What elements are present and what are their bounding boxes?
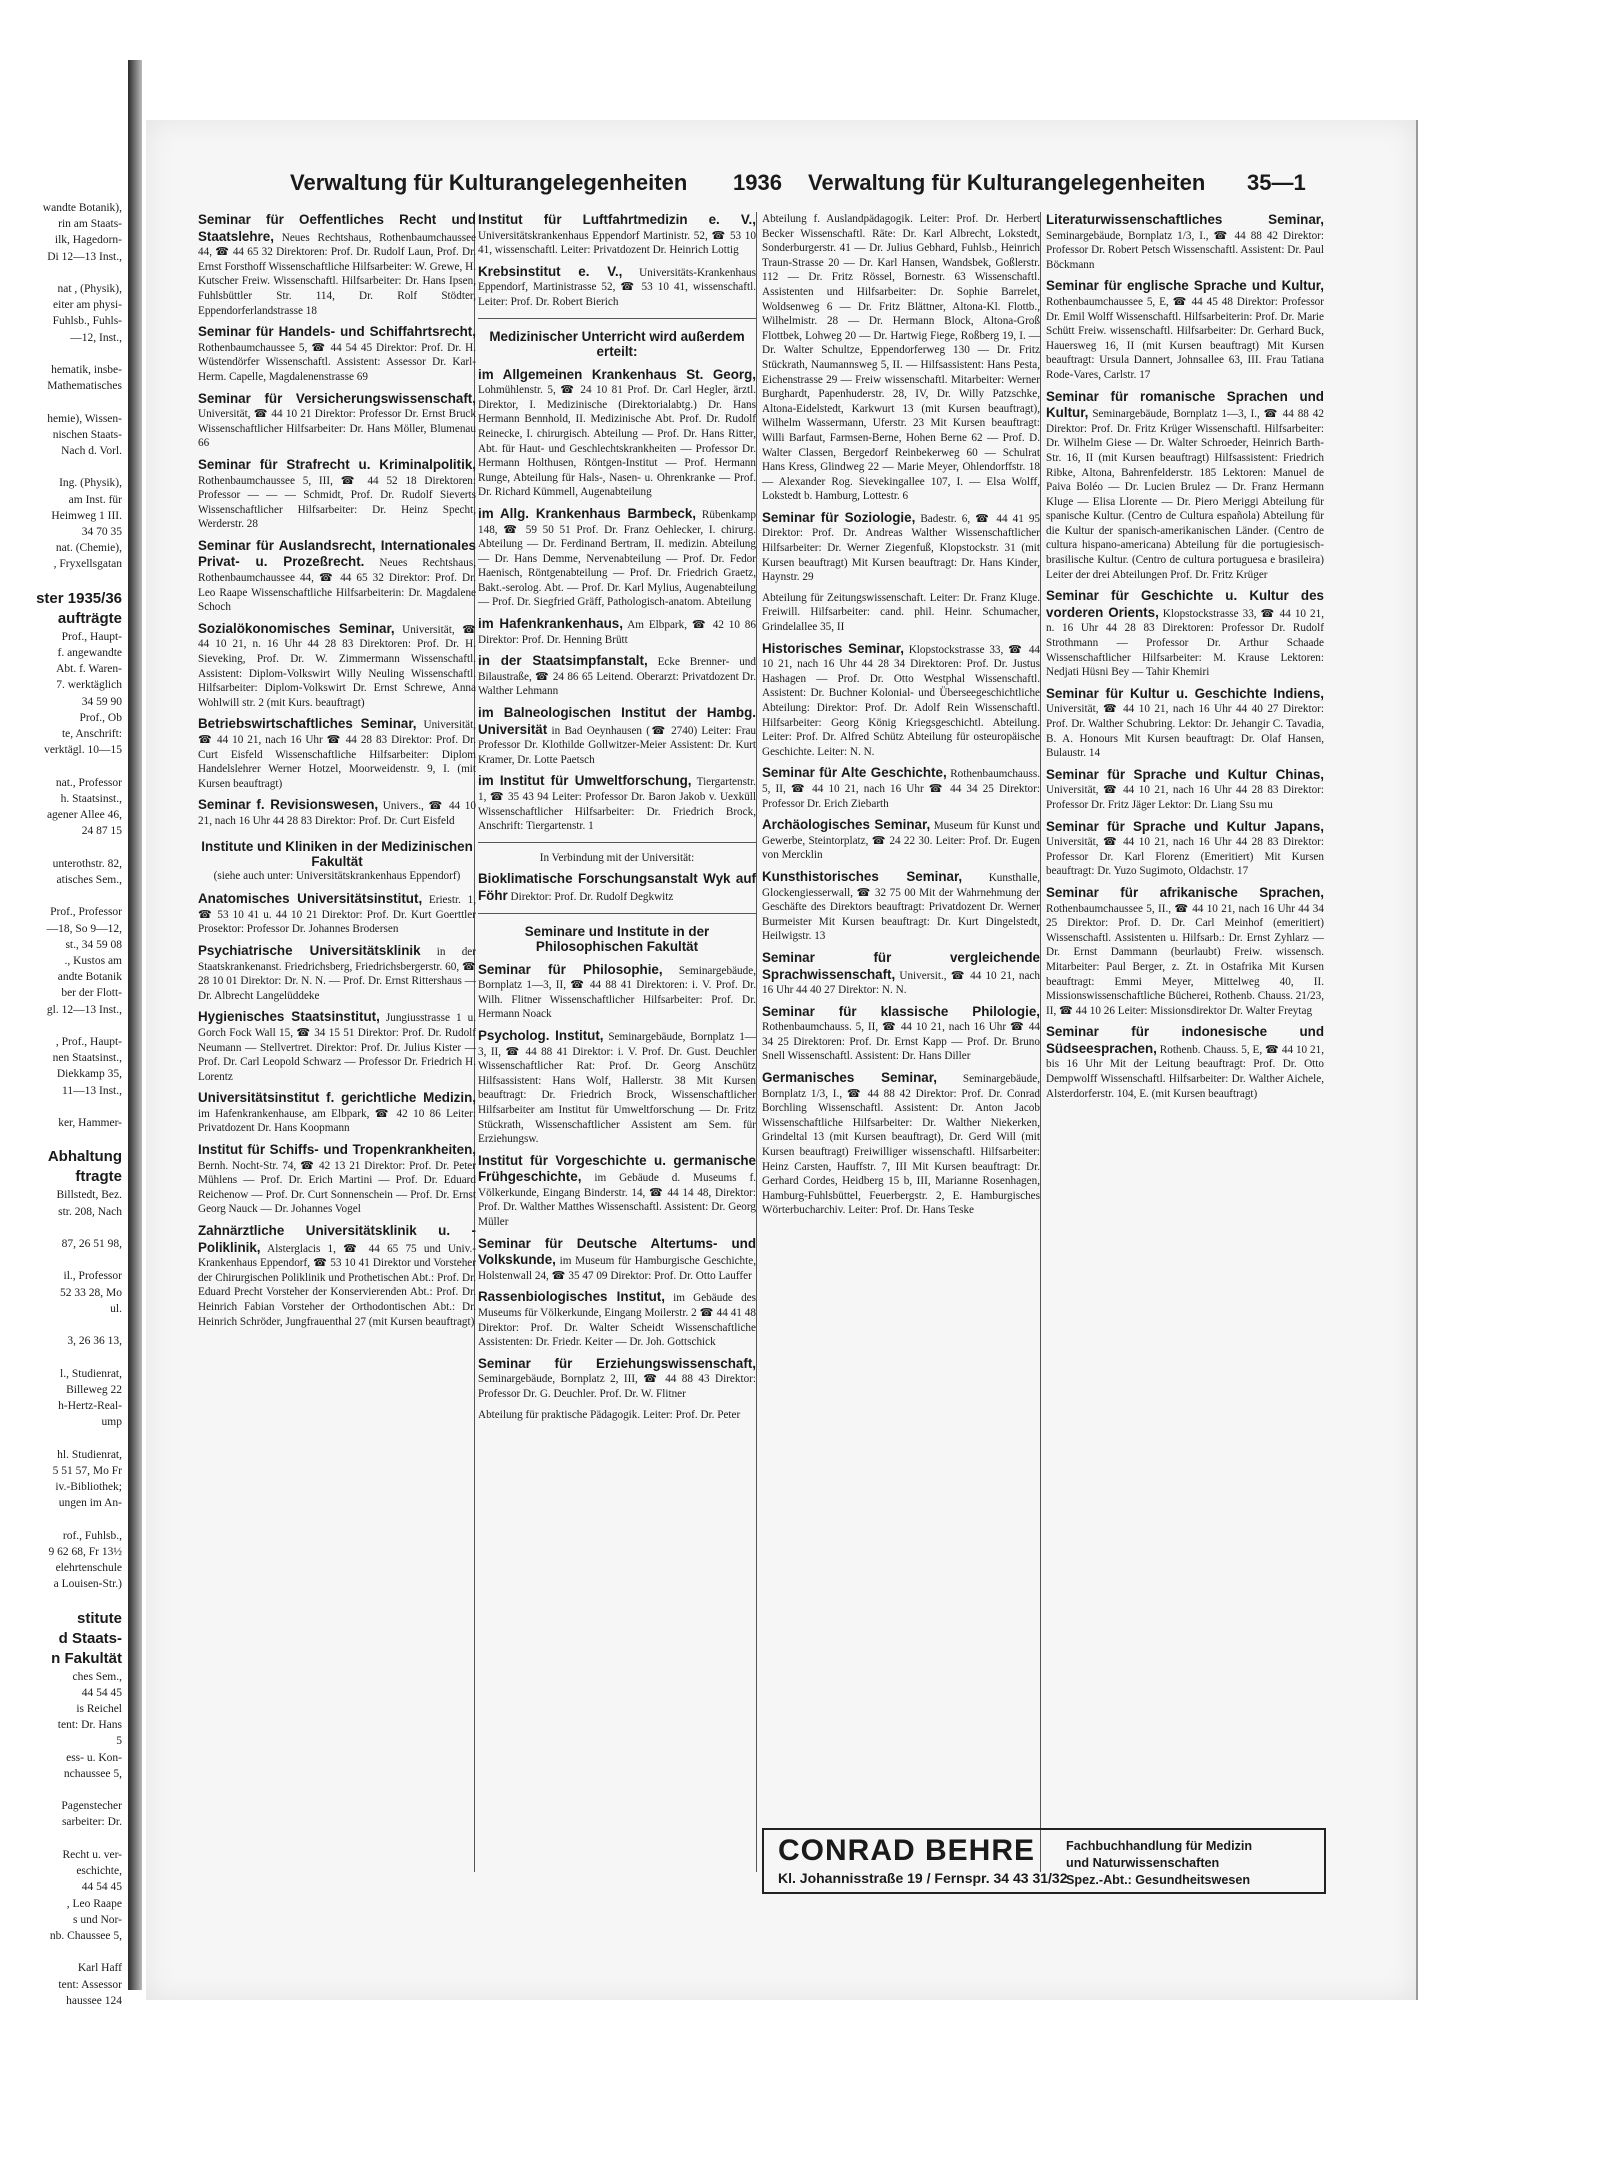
left-page-line bbox=[0, 1349, 126, 1365]
left-page-line: Prof., Professor bbox=[50, 906, 122, 919]
left-page-line: ches Sem., bbox=[72, 1670, 122, 1683]
entry-body: Seminargebäude, Bornplatz 1—3, II, ☎ 44 88 41 Direktor: i. V. Prof. Dr. Gust. Deuchler Wissenschaftlicher Rat: Prof. Dr. Georg Anschütz Hilfsassistent: Hans Wolf, Hallerstr. 38 Mit Kursen beauftragt: Dr. Friedrich Brock, Wissenschaftlicher Hilfsarbeiter am Institut für Umweltforschung — Dr. Fritz Stückrath, Wissenschaftlicher Assistent am Sem. für Erziehungsw. bbox=[478, 1030, 756, 1146]
left-page-line bbox=[0, 346, 126, 362]
directory-entry bbox=[1046, 686, 1324, 761]
entry-body: Rothenbaumchauss. 5, II, ☎ 44 10 21, nach 16 Uhr ☎ 44 34 25 Direktor: Professor Dr. Erich Ziebarth bbox=[762, 768, 1040, 810]
left-page-line: haussee 124 bbox=[66, 1994, 122, 2007]
header-left-title: Verwaltung für Kulturangelegenheiten bbox=[290, 170, 688, 195]
left-page-line: am Inst. für bbox=[68, 493, 122, 506]
left-page-line: Abhaltung bbox=[47, 1148, 122, 1166]
section-heading: Medizinischer Unterricht wird außerdem erteilt: bbox=[489, 328, 745, 359]
entry-body: Univers., ☎ 44 10 21, nach 16 Uhr 44 28 83 Direktor: Prof. Dr. Curt Eisfeld bbox=[198, 800, 476, 827]
entry-title: Institut für Vorgeschichte u. germanische Frühgeschichte, bbox=[478, 1152, 756, 1185]
ad-line-1: Fachbuchhandlung für Medizin bbox=[1066, 1839, 1253, 1853]
entry-body: Neues Rechtshaus, Rothenbaumchaussee 44, ☎ 44 65 32 Direktor: Prof. Dr. Leo Raape Wissenschaftliche Hilfsarbeiterin: Dr. Magdalene Schoch bbox=[198, 557, 476, 614]
entry-body: Universität, ☎ 44 10 21 Direktor: Professor Dr. Ernst Bruck Wissenschaftlicher Hilfsarbeiter: Dr. Hans Möller, Blumenau 66 bbox=[198, 408, 476, 450]
directory-entry bbox=[478, 962, 756, 1022]
section-heading: Institute und Kliniken in der Medizinischen Fakultät bbox=[201, 838, 473, 869]
entry-title: Seminar für Soziologie, bbox=[762, 509, 916, 525]
entry-body: Rothenbaumchaussee 5, ☎ 44 54 45 Direktor: Prof. Dr. H. Wüstendörfer Wissenschaftl. Assistent: Assessor Dr. Karl-Herm. Capelle, Magdalenenstrasse 69 bbox=[198, 341, 476, 383]
left-page-line: Prof., Ob bbox=[79, 711, 122, 724]
left-page-line bbox=[0, 1944, 126, 1960]
directory-entry bbox=[1046, 767, 1324, 813]
directory-entry bbox=[198, 621, 476, 711]
directory-entry bbox=[478, 616, 756, 647]
left-page-line: 11—13 Inst., bbox=[62, 1084, 122, 1097]
entry-body: Rothenb. Chauss. 5, E, ☎ 44 10 21, bis 16 Uhr Mit der Leitung beauftragt: Prof. Dr. Otto Dempwolff Wissenschaftl. Hilfsarbeiter: Dr. Walther Aichele, Alsterdorferstr. 104, E. (mit Kursen beauftragt) bbox=[1046, 1043, 1324, 1100]
entry-title: Historisches Seminar, bbox=[762, 640, 904, 656]
left-page-line: Pagenstecher bbox=[61, 1800, 122, 1813]
directory-entry bbox=[1046, 278, 1324, 382]
entry-body: Universitäts-Krankenhaus Eppendorf, Martinistrasse 52, ☎ 53 10 41, wissenschaftl. Leiter: Prof. Dr. Robert Bierich bbox=[478, 266, 756, 308]
left-page-line bbox=[0, 888, 126, 904]
left-page-line: Abt. f. Waren- bbox=[56, 663, 122, 676]
left-page-line: aufträgte bbox=[57, 609, 122, 627]
entry-title: im Balneologischen Institut der Hambg. Universität bbox=[478, 705, 756, 737]
entry-title: Seminar für indonesische und Südseesprachen, bbox=[1046, 1024, 1324, 1056]
directory-entry bbox=[1046, 212, 1324, 272]
left-page-line: , Prof., Haupt- bbox=[55, 1035, 122, 1048]
left-page-line bbox=[0, 1317, 126, 1333]
directory-entry bbox=[762, 212, 1040, 504]
left-page-line: Heimweg 1 III. bbox=[51, 509, 122, 522]
left-page-line bbox=[0, 265, 126, 281]
directory-entry bbox=[198, 212, 476, 318]
left-page-line: nat , (Physik), bbox=[57, 283, 122, 296]
directory-entry bbox=[478, 653, 756, 699]
directory-entry bbox=[198, 891, 476, 937]
left-page-line: tent: Assessor bbox=[58, 1978, 122, 1991]
directory-entry bbox=[198, 716, 476, 791]
entry-body: Jungiusstrasse 1 u. Gorch Fock Wall 15, ☎ 34 15 51 Direktor: Prof. Dr. Rudolf Neumann — Stellvertret. Direktor: Prof. Dr. Julius Kister — Prof. Dr. Carl Leopold Schwarz — Professor Dr. Friedrich H. Lorentz bbox=[198, 1012, 476, 1083]
entry-body: Rothenbaumchauss. 5, II, ☎ 44 10 21, nach 16 Uhr ☎ 44 34 25 Direktoren: Prof. Dr. Ernst Kapp — Prof. Dr. Bruno Snell Wissenschaftl. Assistent: Dr. Hans Diller bbox=[762, 1021, 1040, 1063]
left-page-line: 52 33 28, Mo bbox=[60, 1286, 122, 1299]
left-page-line: —12, Inst., bbox=[70, 331, 122, 344]
entry-body: Abteilung für Zeitungswissenschaft. Leiter: Dr. Franz Kluge. Freiwill. Hilfsarbeiter: cand. phil. Heinr. Schumacher, Grindelallee 35, II bbox=[762, 591, 1040, 634]
section-rule bbox=[478, 842, 756, 843]
left-page-line: 7. werktäglich bbox=[56, 679, 122, 692]
entry-body: Seminargebäude, Bornplatz 1—3, I., ☎ 44 88 42 Direktor: Prof. Dr. Fritz Krüger Wissenschaftl. Hilfsarbeiter: Dr. Wilhelm Giese — Dr. Walter Schroeder, Heinrich Barth-Str. 16, II (mit Kursen beauftragt) Hilfsassistent: Friedrich Ribke, Altona, Bahrenfelderstr. 185 Lektoren: Manuel de Paiva Boléo — Dr. Lucien Brulez — Dr. Franz Hermann Kluge — Elisa Llorente — Dr. Piero Meriggi Abteilung für spanische Kultur. (Centro de Cultura española) Abteilung für die Kultur der spanisch-amerikanischen Länder. (Centro de cultura hispano-americana) Abteilung für die portugiesisch-brasilische Kultur. (Centro de cultura portuguesa e brasileira) Leiter der drei Abteilungen Prof. Dr. Fritz Krüger bbox=[1046, 408, 1324, 581]
entry-title: Bioklimatische Forschungsanstalt Wyk auf Föhr bbox=[478, 871, 756, 903]
entry-title: Krebsinstitut e. V., bbox=[478, 263, 623, 279]
left-page-line: ilk, Hagedorn- bbox=[54, 234, 122, 247]
entry-body: Klopstockstrasse 33, ☎ 44 10 21, n. 16 Uhr 44 28 83 Direktoren: Professor Dr. Rudolf Strothmann — Professor Dr. Arthur Schaade Wissenschaftlicher Hilfsarbeiter: M. Krause Lektoren: Nedjati Hüsni Bey — Tahir Khemiri bbox=[1046, 607, 1324, 679]
directory-entry bbox=[762, 950, 1040, 998]
section-note: In Verbindung mit der Universität: bbox=[539, 851, 695, 864]
entry-title: Seminar für afrikanische Sprachen, bbox=[1046, 884, 1324, 900]
directory-entry bbox=[478, 1028, 756, 1147]
directory-entry bbox=[198, 324, 476, 384]
entry-title: in der Staatsimpfanstalt, bbox=[478, 653, 648, 669]
left-page-line: 24 87 15 bbox=[81, 825, 122, 838]
left-page-line: Di 12—13 Inst., bbox=[47, 250, 122, 263]
left-page-line: 34 70 35 bbox=[81, 526, 122, 539]
entry-body: Universität, ☎ 44 10 21, n. 16 Uhr 44 28 83 Direktoren: Prof. Dr. H. Sieveking, Prof. Dr. W. Zimmermann Wissenschaftl. Assistent: Diplom-Volkswirt Willy Neuling Wissenschaftl. Hilfsarbeiter: Diplom-Volkswirt Dr. Ernst Schrewe, Anna Wohlwill str. 2 (mit Kurs. beauftragt) bbox=[198, 623, 476, 709]
left-page-line: ., Kustos am bbox=[64, 954, 122, 967]
entry-body: Alsterglacis 1, ☎ 44 65 75 und Univ.-Krankenhaus Eppendorf, ☎ 53 10 41 Direktor und Vorsteher der Chirurgischen Poliklinik und Prothetischen Abt.: Prof. Dr. Eduard Precht Vorsteher der Konservierenden Abt.: Prof. Dr. Heinrich Fabian Vorsteher der Orthodontischen Abt.: Dr. Heinrich Schröder, Jungfrauenthal 27 (mit Kursen beauftragt) bbox=[198, 1242, 476, 1328]
header-year: 1936 bbox=[733, 170, 782, 195]
left-page-line: s und Nor- bbox=[73, 1913, 122, 1926]
directory-entry bbox=[762, 591, 1040, 635]
left-page-line bbox=[0, 1131, 126, 1147]
left-page-line: nen Staatsinst., bbox=[52, 1052, 122, 1065]
directory-entry bbox=[1046, 588, 1324, 680]
entry-title: Seminar für Philosophie, bbox=[478, 961, 663, 977]
column-3 bbox=[762, 212, 1040, 1224]
directory-entry bbox=[478, 705, 756, 767]
ad-line-3: Spez.-Abt.: Gesundheitswesen bbox=[1066, 1873, 1251, 1887]
left-page-line: rin am Staats- bbox=[58, 218, 122, 231]
left-page-line: st., 34 59 08 bbox=[65, 938, 122, 951]
ad-address: Kl. Johannisstraße 19 / Fernspr. 34 43 31/32 bbox=[778, 1870, 1068, 1886]
left-page-line bbox=[0, 1782, 126, 1798]
left-page-line: te, Anschrift: bbox=[61, 728, 122, 741]
entry-body: Am Elbpark, ☎ 42 10 86 Direktor: Prof. Dr. Henning Brütt bbox=[478, 619, 756, 646]
entry-body: Abteilung f. Auslandpädagogik. Leiter: Prof. Dr. Herbert Becker Wissenschaftl. Räte: Dr. Karl Albrecht, Lokstedt, Sonderburgerstr. 41 — Dr. Julius Gebhard, Fuhlsb., Heinrich Traun-Strasse 20 — Dr. Karl Hansen, Wandsbek, Goßlerstr. 112 — Dr. Fritz Rössel, Bornestr. 63 Wissenschaftl. Assistenten und Hilfsarbeiter: Dr. Sophie Barrelet, Woldsenweg 6 — Dr. Fritz Blättner, Altona-Kl. Flottb., Wilhelmistr. 28 — Dr. Hermann Block, Altona-Groß Flottbek, Lohweg 20 — Dr. Hartwig Fiege, Roßberg 19, I. — Dr. Walter Schultze, Eppendorferweg 130 — Dr. Fritz Stückrath, Naumannsweg 5, II. — Hilfsassistent: Hans Pesta, Eichenstrasse 29 — Freiw wissenschaftl. Mitarbeiter: Werner Burghardt, Papenhuderstr. 28, IV, Dr. Willy Patzschke, Altona-Eidelstedt, Karkwurt 13 (mit Kursen beauftragt), Wilhelm Wassermann, Uferstr. 23 Mit Kursen beauftragt: Willi Barfaut, Farmsen-Berne, Hohen Berne 62 — Prof. D. Walter Classen, Bergedorf Reinbekerweg 60 — Schulrat Hans Kress, Glindweg 22 — Marie Meyer, Ohlendorffstr. 18 — Alexander Rog. Sievekingallee 107, I. — Elsa Wolff, Lokstedt b. Hamburg, Lottestr. 6 bbox=[762, 213, 1040, 503]
entry-body: im Hafenkrankenhause, am Elbpark, ☎ 42 10 86 Leiter: Privatdozent Dr. Hans Koopmann bbox=[198, 1107, 476, 1135]
entry-title: Anatomisches Universitätsinstitut, bbox=[198, 891, 423, 907]
directory-entry bbox=[478, 871, 756, 904]
header-page-number: 35—1 bbox=[1247, 170, 1306, 195]
directory-entry bbox=[478, 367, 756, 500]
directory-entry bbox=[762, 869, 1040, 944]
directory-entry bbox=[1046, 1024, 1324, 1101]
left-page-line: , Leo Raape bbox=[66, 1897, 122, 1910]
column-divider bbox=[756, 212, 757, 1872]
left-page-line bbox=[0, 1430, 126, 1446]
entry-body: im Museum für Hamburgische Geschichte, Holstenwall 24, ☎ 35 47 09 Direktor: Prof. Dr. Otto Lauffer bbox=[478, 1255, 757, 1282]
entry-title: Kunsthistorisches Seminar, bbox=[762, 868, 963, 884]
left-page-line: nat. (Chemie), bbox=[55, 542, 122, 555]
entry-body: Neues Rechtshaus, Rothenbaumchaussee 44, ☎ 44 65 32 Direktoren: Prof. Dr. Rudolf Laun, Prof. Dr. Ernst Forsthoff Wissenschaftliche Hilfsarbeiter: W. Grewe, H. Kutscher Freiw. Wissenschaftl. Hilfsarbeiter: Dr. Hans Ipsen, Fuhlsbüttler Str. 114, Dr. Rolf Stödter, Eppendorferlandstrasse 18 bbox=[198, 231, 476, 317]
ad-line-2: und Naturwissenschaften bbox=[1066, 1856, 1220, 1870]
directory-entry bbox=[478, 1153, 756, 1230]
entry-title: Seminar für Kultur u. Geschichte Indiens, bbox=[1046, 685, 1324, 701]
left-page-line: 5 51 57, Mo Fr bbox=[52, 1464, 122, 1477]
entry-title: Seminar für Oeffentliches Recht und Staatslehre, bbox=[198, 212, 476, 244]
entry-body: in der Staatskrankenanst. Friedrichsberg, Friedrichsbergerstr. 60, ☎ 28 10 01 Direktor: Dr. N. N. — Prof. Dr. Ernst Rittershaus — Dr. Albrecht Langelüddeke bbox=[198, 945, 476, 1002]
left-page-line: nat., Professor bbox=[55, 776, 122, 789]
left-page-line bbox=[0, 1831, 126, 1847]
left-page-line: h. Staatsinst., bbox=[60, 792, 122, 805]
entry-title: im Allgemeinen Krankenhaus St. Georg, bbox=[478, 366, 756, 382]
left-page-line: l., Studienrat, bbox=[60, 1367, 122, 1380]
left-page-line: elehrtenschule bbox=[55, 1562, 122, 1575]
left-page-line: Fuhlsb., Fuhls- bbox=[52, 315, 122, 328]
directory-entry bbox=[478, 506, 756, 610]
entry-body: Museum für Kunst und Gewerbe, Steintorplatz, ☎ 24 22 30. Leiter: Prof. Dr. Eugen von Mercklin bbox=[762, 820, 1041, 862]
left-page-line: iv.-Bibliothek; bbox=[55, 1481, 122, 1494]
left-page-line bbox=[0, 1592, 126, 1608]
directory-entry bbox=[198, 1223, 476, 1329]
entry-title: Seminar für Geschichte u. Kultur des vorderen Orients, bbox=[1046, 588, 1324, 620]
entry-body: Badestr. 6, ☎ 44 41 95 Direktor: Prof. Dr. Andreas Walther Wissenschaftlicher Hilfsarbeiter: Dr. Werner Ziegenfuß, Klopstockstr. 31 (mit Kursen beauftragt) Mit Kursen beauftragt: Dr. Hans Kinder, Haynstr. 29 bbox=[762, 512, 1041, 584]
left-page-line: 9 62 68, Fr 13½ bbox=[48, 1545, 122, 1558]
entry-body: Klopstockstrasse 33, ☎ 44 10 21, nach 16 Uhr 44 28 34 Direktoren: Prof. Dr. Justus Hashagen — Prof. Dr. Otto Westphal Wissenschaftl. Assistent: Dr. Buchner Kolonial- und Überseegeschichtliche Abteilung: Direktor: Prof. Dr. Adolf Rein Wissenschaftl. Hilfsarbeiter: Georg König Kriegsgeschichtl. Abteilung. Leiter: Prof. Dr. Alfred Schütz Abteilung für osteuropäische Geschichte. Leiter: N. N. bbox=[762, 643, 1041, 758]
directory-entry bbox=[762, 510, 1040, 585]
left-page-line: andte Botanik bbox=[57, 971, 122, 984]
left-page-line: Karl Haff bbox=[77, 1962, 122, 1975]
left-page-line: ungen im An- bbox=[58, 1497, 122, 1510]
left-page-line: Billeweg 22 bbox=[66, 1383, 122, 1396]
entry-body: Direktor: Prof. Dr. Rudolf Degkwitz bbox=[510, 890, 674, 903]
ad-description bbox=[1066, 1838, 1316, 1889]
column-2 bbox=[478, 212, 756, 1428]
left-page-line: nchaussee 5, bbox=[63, 1767, 122, 1780]
left-page-line: str. 208, Nach bbox=[58, 1205, 122, 1218]
left-page-line: il., Professor bbox=[63, 1270, 122, 1283]
entry-title: Psycholog. Institut, bbox=[478, 1027, 604, 1043]
left-page-line: gl. 12—13 Inst., bbox=[46, 1003, 122, 1016]
left-page-line: Billstedt, Bez. bbox=[56, 1189, 122, 1202]
left-page-line: stitute bbox=[77, 1609, 122, 1627]
entry-body: im Gebäude des Museums für Völkerkunde, Eingang Moilerstr. 2 ☎ 44 41 48 Direktor: Prof. Dr. Walter Scheidt Wissenschaftliche Assistenten: Dr. Friedr. Keiter — Dr. Joh. Gottschick bbox=[478, 1292, 756, 1349]
left-page-line: nischen Staats- bbox=[52, 428, 122, 441]
left-page-line: ump bbox=[101, 1416, 122, 1429]
left-page-line: d Staats- bbox=[58, 1629, 122, 1647]
entry-title: im Institut für Umweltforschung, bbox=[478, 773, 692, 789]
directory-entry bbox=[478, 1236, 756, 1284]
entry-title: Literaturwissenschaftliches Seminar, bbox=[1046, 212, 1324, 227]
left-page-line: wandte Botanik), bbox=[42, 202, 122, 214]
left-page-line: 34 59 90 bbox=[81, 695, 122, 708]
entry-title: Institut für Luftfahrtmedizin e. V., bbox=[478, 212, 756, 227]
entry-body: Seminargebäude, Bornplatz 1/3, I., ☎ 44 88 42 Direktor: Professor Dr. Robert Petsch Wissenschaftl. Assistent: Dr. Paul Böckmann bbox=[1046, 229, 1324, 271]
left-page-line: tent: Dr. Hans bbox=[57, 1719, 122, 1732]
entry-title: im Allg. Krankenhaus Barmbeck, bbox=[478, 505, 696, 521]
left-page-line: agener Allee 46, bbox=[46, 809, 122, 822]
entry-title: Seminar für Erziehungswissenschaft, bbox=[478, 1355, 756, 1371]
entry-title: Hygienisches Staatsinstitut, bbox=[198, 1009, 380, 1025]
left-page-line bbox=[0, 459, 126, 475]
directory-entry bbox=[762, 765, 1040, 811]
entry-body: Rübenkamp 148, ☎ 59 50 51 Prof. Dr. Franz Oehlecker, I. chirurg. Abteilung — Dr. Ferdinand Bertram, II. medizin. Abteilung — Dr. Hans Demme, Nervenabteilung — Prof. Dr. Fedor Haenisch, Röntgenabteilung — Prof. Dr. Friedrich Graetz, Bakt.-serolog. Abt. — Prof. Dr. Karl Mylius, Augenabteilung — Prof. Dr. Siegfried Gräff, Pathologisch-anatom. Abteilung bbox=[478, 508, 756, 609]
book-gutter bbox=[128, 60, 142, 1990]
entry-body: Abteilung für praktische Pädagogik. Leiter: Prof. Dr. Peter bbox=[478, 1408, 741, 1421]
entry-body: Ecke Brenner- und Bilaustraße, ☎ 24 86 65 Leitend. Oberarzt: Privatdozent Dr. Walther Lehmann bbox=[478, 656, 756, 698]
entry-title: Seminar f. Revisionswesen, bbox=[198, 797, 379, 813]
directory-entry bbox=[198, 457, 476, 532]
entry-title: Seminar für englische Sprache und Kultur, bbox=[1046, 278, 1324, 294]
entry-body: Bernh. Nocht-Str. 74, ☎ 42 13 21 Direktor: Prof. Dr. Peter Mühlens — Prof. Dr. Erich Martini — Prof. Dr. Eduard Reichenow — Prof. Dr. Curt Sonnenschein — Prof. Dr. Ernst Georg Nauck — Dr. Johannes Vogel bbox=[198, 1159, 476, 1216]
entry-title: Germanisches Seminar, bbox=[762, 1070, 937, 1086]
entry-body: in Bad Oeynhausen (☎ 2740) Leiter: Frau Professor Dr. Klothilde Gollwitzer-Meier Assistent: Dr. Kurt Kramer, Dr. Lotte Paetsch bbox=[478, 724, 757, 766]
entry-title: Psychiatrische Universitätsklinik bbox=[198, 942, 421, 958]
left-page-line: 3, 26 36 13, bbox=[67, 1335, 122, 1348]
directory-entry bbox=[198, 1142, 476, 1217]
entry-body: Seminargebäude, Bornplatz 2, III, ☎ 44 88 43 Direktor: Professor Dr. G. Deuchler. Prof. Dr. W. Flitner bbox=[478, 1373, 756, 1400]
left-page-line: h-Hertz-Real- bbox=[58, 1400, 122, 1413]
section-subheading: (siehe auch unter: Universitätskrankenhaus Eppendorf) bbox=[213, 869, 461, 882]
entry-body: Universität, ☎ 44 10 21, nach 16 Uhr 44 40 27 Direktor: Prof. Dr. Walther Schubring. Lektor: Dr. Jehangir C. Tavadia, B. A. Honours Mit Kursen beauftragt: Dr. Olaf Hansen, Bulaustr. 14 bbox=[1046, 703, 1324, 760]
left-page-line bbox=[0, 1220, 126, 1236]
entry-title: Universitätsinstitut f. gerichtliche Medizin, bbox=[198, 1090, 476, 1106]
entry-body: Universität, ☎ 44 10 21, nach 16 Uhr 44 28 83 Direktor: Professor Dr. Karl Florenz (Emeritiert) Mit Kursen beauftragt: Dr. Yuzo Sugimoto, Oldachstr. 17 bbox=[1046, 836, 1324, 878]
entry-body: Universitätskrankenhaus Eppendorf Martinistr. 52, ☎ 53 10 41, wissenschaftl. Leiter: Privatdozent Dr. Heinrich Lottig bbox=[478, 229, 756, 257]
directory-entry bbox=[1046, 819, 1324, 879]
left-page-line bbox=[0, 573, 126, 589]
left-page-line: ker, Hammer- bbox=[58, 1116, 122, 1129]
directory-entry bbox=[198, 1090, 476, 1136]
directory-entry bbox=[478, 212, 756, 258]
column-4 bbox=[1046, 212, 1324, 1107]
left-page-line: ess- u. Kon- bbox=[66, 1751, 122, 1764]
left-page-line: —18, So 9—12, bbox=[46, 922, 122, 935]
left-page-line: Recht u. ver- bbox=[62, 1848, 122, 1861]
left-page-line: ster 1935/36 bbox=[36, 589, 122, 607]
entry-body: Lohmühlenstr. 5, ☎ 24 10 81 Prof. Dr. Carl Hegler, ärztl. Direktor, I. Medizinische (Direktorialabtg.) Dr. Hans Hermann Bennhold, II. Medizinische Abt. Prof. Dr. Rudolf Reinecke, I. chirurgisch. Abteilung — Prof. Dr. Hans Ritter, Abt. für Haut- und Geschlechtskrankheiten — Professor Dr. Hermann Holthusen, Röntgen-Institut — Prof. Hermann Runge, Abteilung für Hals-, Nasen- u. Ohrenkranke — Prof. Dr. Richard Kümmell, Augenabteilung bbox=[478, 384, 756, 499]
left-page-line: unterothstr. 82, bbox=[52, 857, 122, 870]
left-page-line: Nach d. Vorl. bbox=[61, 445, 122, 458]
directory-entry bbox=[762, 1070, 1040, 1218]
section-rule bbox=[478, 318, 756, 319]
left-page-line: ftragte bbox=[75, 1168, 122, 1186]
entry-title: Seminar für Strafrecht u. Kriminalpolitik, bbox=[198, 456, 476, 472]
left-page-line: 87, 26 51 98, bbox=[61, 1237, 122, 1250]
left-page-line: 5 bbox=[116, 1735, 122, 1748]
left-page-line bbox=[0, 840, 126, 856]
directory-entry bbox=[762, 1004, 1040, 1064]
entry-title: Seminar für Handels- und Schiffahrtsrecht, bbox=[198, 324, 476, 340]
column-1 bbox=[198, 212, 476, 1335]
left-page-line: eiter am physi- bbox=[53, 299, 122, 312]
advertisement-box bbox=[762, 1828, 1326, 1894]
entry-body: Universit., ☎ 44 10 21, nach 16 Uhr 44 40 27 Direktor: N. N. bbox=[762, 969, 1040, 997]
entry-title: Sozialökonomisches Seminar, bbox=[198, 620, 395, 636]
entry-title: Betriebswirtschaftliches Seminar, bbox=[198, 716, 417, 732]
entry-title: Seminar für Versicherungswissenschaft, bbox=[198, 390, 476, 406]
left-page-line: Mathematisches bbox=[47, 380, 122, 393]
directory-entry bbox=[478, 773, 756, 833]
entry-title: Seminar für Sprache und Kultur Chinas, bbox=[1046, 766, 1324, 782]
entry-title: Zahnärztliche Universitätsklinik u. -Poliklinik, bbox=[198, 1223, 476, 1255]
directory-entry bbox=[1046, 885, 1324, 1018]
entry-title: Institut für Schiffs- und Tropenkrankheiten, bbox=[198, 1142, 476, 1158]
column-divider bbox=[1040, 212, 1041, 1872]
entry-title: Rassenbiologisches Institut, bbox=[478, 1289, 665, 1305]
left-page-line: ber der Flott- bbox=[61, 987, 122, 1000]
directory-entry bbox=[478, 1289, 756, 1349]
directory-entry bbox=[762, 641, 1040, 760]
entry-title: Seminar für Sprache und Kultur Japans, bbox=[1046, 818, 1324, 834]
left-page-line: rof., Fuhlsb., bbox=[62, 1529, 122, 1542]
directory-entry bbox=[198, 1009, 476, 1084]
directory-entry bbox=[198, 391, 476, 451]
left-page-line bbox=[0, 1511, 126, 1527]
left-page-line: hematik, insbe- bbox=[51, 364, 122, 377]
directory-entry bbox=[762, 817, 1040, 863]
entry-body: Kunsthalle, Glockengiesserwall, ☎ 32 75 00 Mit der Wahrnehmung der Geschäfte des Direktors beauftragt: Privatdozent Dr. Werner Burmeister Mit Kursen beauftragt: Dr. Kurt Dingelstedt, Heilwigstr. 13 bbox=[762, 871, 1040, 943]
entry-title: Seminar für klassische Philologie, bbox=[762, 1003, 1040, 1019]
entry-body: Rothenbaumchaussee 5, II., ☎ 44 10 21, nach 16 Uhr 44 34 25 Direktor: Prof. D. Dr. Carl Meinhof (emeritiert) Wissenschaftl. Assistenten u. Hilfsarb.: Dr. Ernst Zyhlarz — Dr. Ernst Dammann (beurlaubt) Freiw. wissensch. Mitarbeiter: Paul Berger, z. Zt. in Ostafrika Mit Kursen beauftragt: Emmi Meyer, Mittelweg 40, II. Missionswissenschaftliche Bücherei, Rothenb. Chauss. 21/23, II, ☎ 44 10 26 Leiter: Missionsdirektor Dr. Walter Freytag bbox=[1046, 902, 1324, 1017]
left-page-line: Prof., Haupt- bbox=[61, 630, 122, 643]
entry-body: Universität, ☎ 44 10 21, nach 16 Uhr 44 28 83 Direktor: Professor Dr. Fritz Jäger Lektor: Dr. Liang Ssu mu bbox=[1046, 784, 1324, 811]
entry-title: Seminar für romanische Sprachen und Kultur, bbox=[1046, 388, 1324, 421]
left-page-line: hl. Studienrat, bbox=[57, 1448, 122, 1461]
page-header bbox=[290, 170, 1330, 204]
entry-body: Eriestr. 1, ☎ 53 10 41 u. 44 10 21 Direktor: Prof. Dr. Kurt Goerttler Prosektor: Professor Dr. Johannes Brodersen bbox=[198, 894, 476, 936]
left-page-line: atisches Sem., bbox=[56, 873, 122, 886]
left-page-line bbox=[0, 759, 126, 775]
entry-title: Seminar für Auslandsrecht, Internationales Privat- u. Prozeßrecht. bbox=[198, 537, 476, 570]
entry-body: Universität, ☎ 44 10 21, nach 16 Uhr ☎ 44 28 83 Direktor: Prof. Dr. Curt Eisfeld Wissenschaftliche Hilfsarbeiter: Diplom Handelslehrer Werner Hotzel, Moorweidenstr. 9, I. (mit Kursen beauftragt) bbox=[198, 719, 476, 790]
section-heading: Seminare und Institute in der Philosophischen Fakultät bbox=[524, 923, 710, 954]
directory-entry bbox=[198, 538, 476, 615]
left-page-line bbox=[0, 394, 126, 410]
left-page-line: nb. Chaussee 5, bbox=[49, 1929, 122, 1942]
entry-title: Seminar für vergleichende Sprachwissenschaft, bbox=[762, 949, 1040, 982]
entry-body: Rothenbaumchaussee 5, III, ☎ 44 52 18 Direktoren: Professor — — — Schmidt, Prof. Dr. Rudolf Sieverts Wissenschaftlicher Hilfsarbeiter: Dr. Heinz Specht, Werderstr. 28 bbox=[198, 474, 476, 531]
directory-entry bbox=[1046, 389, 1324, 583]
left-page-line: Ing. (Physik), bbox=[59, 477, 122, 490]
left-page-line: is Reichel bbox=[76, 1703, 122, 1716]
directory-entry bbox=[198, 943, 476, 1003]
entry-title: Seminar für Deutsche Altertums- und Volkskunde, bbox=[478, 1235, 756, 1268]
directory-entry bbox=[478, 264, 756, 310]
directory-entry bbox=[478, 1408, 756, 1423]
left-page-line: , Fryxellsgatan bbox=[53, 558, 122, 571]
left-page-line: n Fakultät bbox=[51, 1649, 122, 1667]
left-page-line: ul. bbox=[110, 1302, 122, 1315]
entry-body: Tiergartenstr. 1, ☎ 35 43 94 Leiter: Professor Dr. Baron Jakob v. Uexküll Wissenschaftlicher Hilfsarbeiter: Dr. Friedrich Brock, Anschrift: Tiergartenstr. 1 bbox=[478, 776, 756, 833]
entry-body: Seminargebäude, Bornplatz 1—3, II, ☎ 44 88 41 Direktoren: i. V. Prof. Dr. Wilh. Flitner Wissenschaftlicher Hilfsarbeiter: Prof. Dr. Hermann Noack bbox=[478, 964, 756, 1021]
entry-body: Seminargebäude, Bornplatz 1/3, I., ☎ 44 88 42 Direktor: Prof. Dr. Conrad Borchling Wissenschaftl. Assistent: Dr. Anton Jacob Wissenschaftliche Hilfsarbeiter: Dr. Walther Niekerken, Grindeltal 13 (mit Kursen beauftragt), Dr. Gerd Will (mit Kursen beauftragt) Freiwilliger wissenschaftl. Hilfsarbeiter: Heinz Carsten, Hauffstr. 7, III Mit Kursen beauftragt: Dr. Gerhard Cordes, Heidberg 15 b, III, Marianne Rosenhagen, Hamburg-Fuhlsbüttel, Feuerbergstr. 2, E. Hamburgisches Wörterbucharchiv. Leiter: Prof. Dr. Hans Teske bbox=[762, 1073, 1041, 1217]
left-page-fragment bbox=[0, 200, 126, 2007]
left-page-line: hemie), Wissen- bbox=[47, 412, 122, 425]
left-page-line: sarbeiter: Dr. bbox=[61, 1816, 122, 1829]
ad-company-name: CONRAD BEHRE bbox=[778, 1834, 1036, 1867]
left-page-line: 44 54 45 bbox=[81, 1881, 122, 1894]
left-page-line: eschichte, bbox=[76, 1865, 122, 1878]
entry-title: Archäologisches Seminar, bbox=[762, 817, 931, 833]
entry-body: Rothenbaumchaussee 5, E, ☎ 44 45 48 Direktor: Professor Dr. Emil Wolff Wissenschaftl. Hilfsarbeiterin: Prof. Dr. Marie Schütt Freiw. wissenschaftl. Hilfsarbeiter: Dr. Gerhard Buck, Hauersweg 16, II (mit Kursen beauftragt) Mit Kursen beauftragt: Ursula Dannert, Johnsallee 63, III. Frau Tatiana Rode-Vares, Carlstr. 17 bbox=[1046, 295, 1324, 381]
left-page-line: 44 54 45 bbox=[81, 1686, 122, 1699]
left-page-line: f. angewandte bbox=[57, 647, 122, 660]
directory-entry bbox=[478, 1356, 756, 1402]
directory-entry bbox=[198, 797, 476, 828]
left-page-line bbox=[0, 1018, 126, 1034]
entry-title: Seminar für Alte Geschichte, bbox=[762, 765, 947, 781]
section-rule bbox=[478, 913, 756, 914]
entry-body: im Gebäude d. Museums f. Völkerkunde, Eingang Binderstr. 14, ☎ 44 14 48, Direktor: Prof. Dr. Walther Matthes Wissenschaftl. Assistent: Dr. Georg Müller bbox=[478, 1172, 756, 1229]
entry-title: im Hafenkrankenhaus, bbox=[478, 616, 623, 632]
left-page-line bbox=[0, 1099, 126, 1115]
left-page-line: a Louisen-Str.) bbox=[53, 1578, 122, 1591]
left-page-line bbox=[0, 1252, 126, 1268]
left-page-line: verktägl. 10—15 bbox=[44, 744, 122, 757]
header-right-title: Verwaltung für Kulturangelegenheiten bbox=[808, 170, 1206, 195]
left-page-line: Diekkamp 35, bbox=[56, 1068, 122, 1081]
